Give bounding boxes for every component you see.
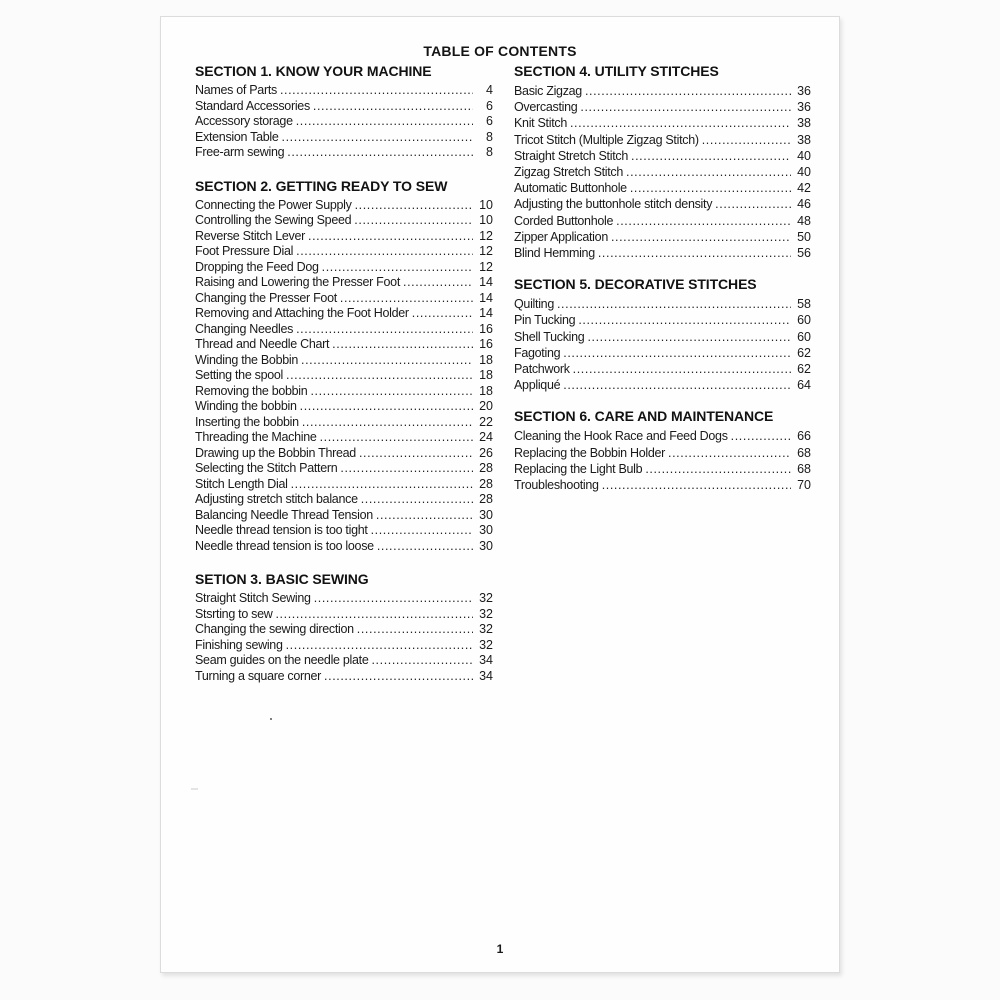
dot-leader (731, 428, 791, 444)
toc-entry (514, 132, 811, 148)
toc-entry-title: Changing the Presser Foot (195, 290, 337, 305)
dot-leader (573, 361, 791, 377)
dot-leader (602, 477, 791, 493)
toc-entry-title: Corded Buttonhole (514, 213, 614, 228)
toc-entry (514, 196, 811, 212)
toc-entry-title: Accessory storage (195, 114, 293, 128)
toc-entry-title: Straight Stretch Stitch (514, 148, 628, 163)
toc-entry (195, 477, 493, 493)
toc-entry-page: 18 (479, 383, 493, 398)
dot-leader (645, 461, 791, 477)
dot-leader (412, 306, 473, 322)
toc-entry-page: 38 (797, 132, 811, 147)
dot-leader (668, 445, 791, 461)
toc-entry-page: 14 (479, 275, 493, 289)
toc-entry-page: 20 (479, 399, 493, 413)
toc-entry-page: 70 (797, 478, 811, 493)
toc-entry-page: 12 (479, 244, 493, 258)
toc-entry (514, 164, 811, 180)
dot-leader (357, 622, 473, 638)
toc-entry (195, 638, 493, 654)
toc-entry-page: 16 (479, 337, 493, 351)
toc-entry-title: Basic Zigzag (514, 84, 582, 98)
dot-leader (340, 291, 473, 307)
toc-entry-page: 14 (479, 306, 493, 320)
dot-leader (611, 229, 791, 245)
toc-entry-page: 64 (797, 378, 811, 393)
toc-entry-page: 8 (486, 129, 493, 144)
dot-leader (371, 523, 473, 539)
toc-entry-page: 58 (797, 297, 811, 312)
dot-leader (563, 377, 791, 393)
toc-entry-title: Setting the spool (195, 368, 284, 382)
toc-entry-title: Drawing up the Bobbin Thread (195, 445, 356, 460)
dot-leader (310, 384, 473, 400)
toc-entry (195, 260, 493, 276)
toc-entry-title: Knit Stitch (514, 116, 567, 131)
toc-entry-title: Shell Tucking (514, 329, 585, 344)
toc-entry-page: 30 (479, 507, 493, 522)
toc-entry-title: Winding the Bobbin (195, 352, 299, 367)
section-heading: SECTION 1. KNOW YOUR MACHINE (195, 63, 432, 79)
toc-entry (195, 198, 493, 214)
toc-entry (514, 445, 811, 461)
toc-entry (514, 99, 811, 115)
toc-entry (514, 428, 811, 444)
toc-entry-page: 40 (797, 165, 811, 180)
toc-entry (195, 213, 493, 229)
toc-entry (195, 322, 493, 338)
toc-entry-title: Foot Pressure Dial (195, 244, 294, 258)
toc-entry-page: 26 (479, 445, 493, 460)
toc-entry-title: Connecting the Power Supply (195, 197, 352, 212)
toc-entry-page: 6 (486, 98, 493, 113)
toc-entry-title: Zigzag Stretch Stitch (514, 165, 624, 180)
toc-entry (195, 653, 493, 669)
scan-artifact-dot (270, 718, 272, 720)
toc-entry (514, 213, 811, 229)
toc-entry (195, 415, 493, 431)
toc-entry-page: 6 (486, 114, 493, 128)
toc-entry-title: Replacing the Light Bulb (514, 461, 643, 476)
toc-entry (195, 291, 493, 307)
toc-entry (195, 508, 493, 524)
dot-leader (286, 638, 473, 654)
toc-entry (514, 296, 811, 312)
toc-entry (514, 312, 811, 328)
dot-leader (322, 260, 473, 276)
dot-leader (578, 312, 791, 328)
toc-entry (195, 337, 493, 353)
toc-entry-title: Selecting the Stitch Pattern (195, 461, 338, 475)
toc-entry (195, 368, 493, 384)
toc-entry-title: Seam guides on the needle plate (195, 653, 369, 667)
toc-entry (195, 114, 493, 130)
dot-leader (630, 180, 791, 196)
toc-entry-page: 38 (797, 116, 811, 131)
toc-entry (514, 329, 811, 345)
toc-entry-page: 12 (479, 228, 493, 243)
toc-entry-title: Removing and Attaching the Foot Holder (195, 306, 409, 320)
toc-entry-page: 10 (479, 213, 493, 227)
toc-entry-page: 32 (479, 622, 493, 636)
toc-entry-title: Controlling the Sewing Speed (195, 213, 352, 227)
toc-entry-title: Fagoting (514, 345, 561, 360)
toc-entry-page: 68 (797, 461, 811, 476)
toc-entry-page: 22 (479, 414, 493, 429)
toc-entry (195, 244, 493, 260)
toc-entry-page: 10 (479, 197, 493, 212)
toc-entry-title: Quilting (514, 297, 554, 312)
toc-entry-title: Tricot Stitch (Multiple Zigzag Stitch) (514, 132, 699, 147)
toc-entry-title: Standard Accessories (195, 98, 310, 113)
toc-entry-page: 40 (797, 148, 811, 163)
section-heading: SECTION 2. GETTING READY TO SEW (195, 177, 448, 194)
dot-leader (587, 329, 791, 345)
toc-entry (195, 229, 493, 245)
toc-entry (195, 99, 493, 115)
toc-section (195, 572, 493, 684)
toc-section (195, 64, 493, 161)
toc-entry-page: 28 (479, 461, 493, 475)
dot-leader (616, 213, 791, 229)
toc-entry-page: 62 (797, 362, 811, 377)
toc-entry-title: Overcasting (514, 100, 578, 115)
toc-columns (161, 64, 839, 684)
dot-leader (598, 245, 791, 261)
dot-leader (359, 446, 473, 462)
dot-leader (715, 196, 791, 212)
toc-entry-page: 28 (479, 476, 493, 491)
dot-leader (580, 99, 791, 115)
toc-entry (195, 306, 493, 322)
toc-entry-title: Finishing sewing (195, 637, 283, 652)
toc-entry-title: Threading the Machine (195, 430, 317, 444)
toc-entry (195, 622, 493, 638)
toc-entry-title: Pin Tucking (514, 313, 576, 328)
toc-entry-page: 24 (479, 430, 493, 444)
toc-entry (195, 461, 493, 477)
dot-leader (557, 296, 791, 312)
toc-entry-title: Patchwork (514, 362, 570, 377)
dot-leader (626, 164, 791, 180)
toc-entry-title: Appliqué (514, 378, 561, 393)
toc-entry-title: Raising and Lowering the Presser Foot (195, 275, 400, 289)
toc-entry (195, 446, 493, 462)
toc-entry (514, 245, 811, 261)
dot-leader (403, 275, 473, 291)
toc-entry-title: Extension Table (195, 129, 279, 144)
dot-leader (371, 653, 473, 669)
dot-leader (631, 148, 791, 164)
toc-entry-title: Adjusting stretch stitch balance (195, 492, 358, 506)
dot-leader (585, 83, 791, 99)
scan-artifact-smudge (191, 788, 198, 790)
toc-entry-title: Automatic Buttonhole (514, 181, 627, 196)
toc-section (514, 277, 811, 393)
toc-entry-page: 14 (479, 290, 493, 305)
toc-section (514, 64, 811, 261)
toc-entry-title: Troubleshooting (514, 478, 599, 493)
toc-entry (195, 539, 493, 555)
dot-leader (296, 114, 473, 130)
toc-entry-page: 36 (797, 84, 811, 98)
toc-entry (195, 430, 493, 446)
toc-entry-title: Stitch Length Dial (195, 476, 288, 491)
dot-leader (280, 83, 473, 99)
toc-entry-title: Thread and Needle Chart (195, 337, 330, 351)
toc-entry-title: Straight Stitch Sewing (195, 591, 311, 605)
toc-entry (514, 477, 811, 493)
toc-column-left (195, 64, 493, 684)
toc-entry (195, 399, 493, 415)
toc-entry-title: Dropping the Feed Dog (195, 259, 319, 274)
toc-entry-page: 62 (797, 345, 811, 360)
toc-entry (195, 145, 493, 161)
dot-leader (275, 607, 473, 623)
dot-leader (702, 132, 791, 148)
dot-leader (570, 115, 791, 131)
toc-entry-page: 56 (797, 246, 811, 261)
section-heading: SETION 3. BASIC SEWING (195, 571, 369, 587)
toc-entry-title: Free-arm sewing (195, 145, 285, 159)
page-title: TABLE OF CONTENTS (423, 43, 577, 59)
toc-entry-title: Needle thread tension is too loose (195, 538, 374, 553)
toc-entry-title: Reverse Stitch Lever (195, 228, 306, 243)
dot-leader (291, 477, 473, 493)
dot-leader (286, 368, 473, 384)
dot-leader (282, 130, 473, 146)
toc-entry (195, 523, 493, 539)
toc-entry-page: 28 (479, 492, 493, 506)
toc-entry (195, 353, 493, 369)
toc-entry-page: 36 (797, 100, 811, 115)
dot-leader (300, 399, 473, 415)
toc-entry-title: Balancing Needle Thread Tension (195, 507, 373, 522)
dot-leader (340, 461, 473, 477)
toc-entry (195, 591, 493, 607)
toc-entry-page: 12 (479, 259, 493, 274)
document-page (160, 16, 840, 973)
dot-leader (332, 337, 473, 353)
toc-section (514, 409, 811, 493)
dot-leader (355, 198, 473, 214)
toc-entry (195, 607, 493, 623)
toc-entry (514, 83, 811, 99)
toc-entry (195, 275, 493, 291)
toc-entry-page: 30 (479, 523, 493, 537)
toc-entry (514, 115, 811, 131)
toc-entry-title: Inserting the bobbin (195, 414, 299, 429)
dot-leader (296, 322, 473, 338)
section-heading: SECTION 5. DECORATIVE STITCHES (514, 276, 757, 293)
toc-entry-page: 4 (486, 83, 493, 97)
toc-entry (514, 461, 811, 477)
dot-leader (313, 99, 473, 115)
toc-entry-title: Removing the bobbin (195, 383, 308, 398)
dot-leader (314, 591, 473, 607)
dot-leader (296, 244, 473, 260)
toc-entry (195, 384, 493, 400)
toc-entry-page: 8 (486, 145, 493, 159)
toc-column-right (514, 64, 811, 684)
dot-leader (287, 145, 473, 161)
dot-leader (563, 345, 791, 361)
section-heading: SECTION 6. CARE AND MAINTENANCE (514, 408, 774, 425)
toc-entry (514, 229, 811, 245)
toc-entry-page: 60 (797, 329, 811, 344)
toc-entry-title: Names of Parts (195, 83, 277, 97)
toc-entry-title: Adjusting the buttonhole stitch density (514, 197, 713, 212)
toc-entry-page: 48 (797, 213, 811, 228)
toc-entry (514, 180, 811, 196)
toc-entry-page: 18 (479, 352, 493, 367)
dot-leader (324, 669, 473, 685)
toc-entry-title: Replacing the Bobbin Holder (514, 445, 666, 460)
toc-entry-title: Zipper Application (514, 229, 608, 244)
dot-leader (361, 492, 473, 508)
page-number: 1 (496, 942, 504, 956)
toc-entry-title: Turning a square corner (195, 668, 322, 683)
toc-section (195, 179, 493, 555)
toc-entry-page: 32 (479, 591, 493, 605)
toc-entry-page: 34 (479, 653, 493, 667)
toc-entry (514, 345, 811, 361)
toc-entry (514, 361, 811, 377)
toc-entry-page: 32 (479, 606, 493, 621)
dot-leader (301, 353, 473, 369)
toc-entry-page: 46 (797, 197, 811, 212)
toc-entry-title: Changing Needles (195, 321, 294, 336)
toc-entry-page: 42 (797, 181, 811, 196)
toc-entry-page: 34 (479, 668, 493, 683)
toc-entry-title: Cleaning the Hook Race and Feed Dogs (514, 429, 728, 444)
toc-entry-title: Stsrting to sew (195, 606, 273, 621)
dot-leader (308, 229, 473, 245)
dot-leader (354, 213, 473, 229)
toc-entry-title: Needle thread tension is too tight (195, 523, 368, 537)
toc-entry (514, 148, 811, 164)
toc-entry (195, 130, 493, 146)
toc-entry-page: 32 (479, 637, 493, 652)
toc-entry (514, 377, 811, 393)
toc-entry-page: 18 (479, 368, 493, 382)
toc-entry-title: Winding the bobbin (195, 399, 297, 413)
toc-entry-page: 60 (797, 313, 811, 328)
toc-entry-page: 68 (797, 445, 811, 460)
dot-leader (320, 430, 473, 446)
toc-entry-title: Changing the sewing direction (195, 622, 354, 636)
toc-entry (195, 669, 493, 685)
dot-leader (377, 539, 473, 555)
toc-entry-title: Blind Hemming (514, 246, 595, 261)
dot-leader (376, 508, 473, 524)
dot-leader (302, 415, 473, 431)
toc-entry (195, 83, 493, 99)
section-heading: SECTION 4. UTILITY STITCHES (514, 63, 719, 79)
toc-entry-page: 30 (479, 538, 493, 553)
toc-entry-page: 16 (479, 321, 493, 336)
toc-entry (195, 492, 493, 508)
toc-entry-page: 50 (797, 229, 811, 244)
toc-entry-page: 66 (797, 429, 811, 444)
